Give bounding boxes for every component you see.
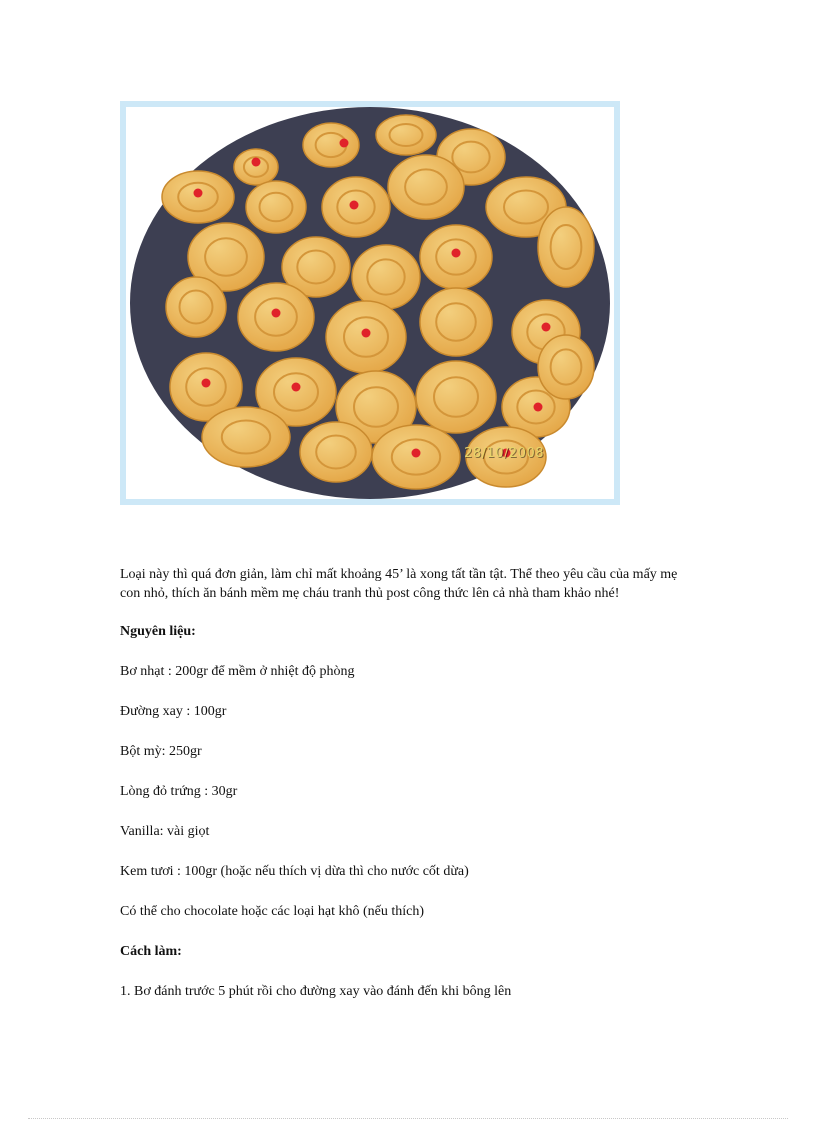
photo-frame — [120, 101, 620, 505]
cookie — [303, 123, 359, 167]
cookie — [300, 422, 372, 482]
cherry — [292, 383, 301, 392]
intro-paragraph: Loại này thì quá đơn giản, làm chỉ mất khoảng 45’ là xong tất tần tật. Thể theo yêu cầu của mấy mẹ con nhỏ, thích ăn bánh mềm mẹ cháu tranh thủ post công thức lên cả nhà tham khảo nhé! — [120, 567, 678, 601]
cookie — [352, 245, 420, 309]
cookie — [538, 207, 594, 287]
cherry — [252, 158, 261, 167]
cookies-plate-illustration — [126, 107, 614, 499]
cherry — [272, 309, 281, 318]
cherry — [340, 139, 349, 148]
cookie — [416, 361, 496, 433]
method-step: 1. Bơ đánh trước 5 phút rồi cho đường xay vào đánh đến khi bông lên — [120, 984, 512, 999]
cookie — [388, 155, 464, 219]
cookie — [234, 149, 278, 185]
cherry — [542, 323, 551, 332]
ingredient-item: Có thể cho chocolate hoặc các loại hạt khô (nếu thích) — [120, 904, 424, 919]
ingredient-item: Vanilla: vài giọt — [120, 824, 210, 839]
cookie — [538, 335, 594, 399]
page-bottom-divider — [28, 1118, 788, 1119]
cherry — [412, 449, 421, 458]
cookies-photo — [126, 107, 614, 499]
ingredient-item: Lòng đỏ trứng : 30gr — [120, 784, 238, 799]
cookie — [202, 407, 290, 467]
ingredient-item: Đường xay : 100gr — [120, 704, 227, 719]
recipe-text — [120, 565, 680, 1022]
cookie — [420, 288, 492, 356]
ingredient-item: Bơ nhạt : 200gr để mềm ở nhiệt độ phòng — [120, 664, 355, 679]
ingredient-item: Kem tươi : 100gr (hoặc nếu thích vị dừa thì cho nước cốt dừa) — [120, 864, 469, 879]
cherry — [534, 403, 543, 412]
ingredient-item: Bột mỳ: 250gr — [120, 744, 202, 759]
method-heading: Cách làm: — [120, 944, 182, 959]
cherry — [362, 329, 371, 338]
cherry — [452, 249, 461, 258]
ingredients-heading: Nguyên liệu: — [120, 624, 196, 639]
cherry — [350, 201, 359, 210]
cherry — [202, 379, 211, 388]
cookie — [376, 115, 436, 155]
cherry — [194, 189, 203, 198]
cookie — [166, 277, 226, 337]
cookie — [246, 181, 306, 233]
photo-date-stamp: 28/10/2008 — [464, 446, 544, 461]
